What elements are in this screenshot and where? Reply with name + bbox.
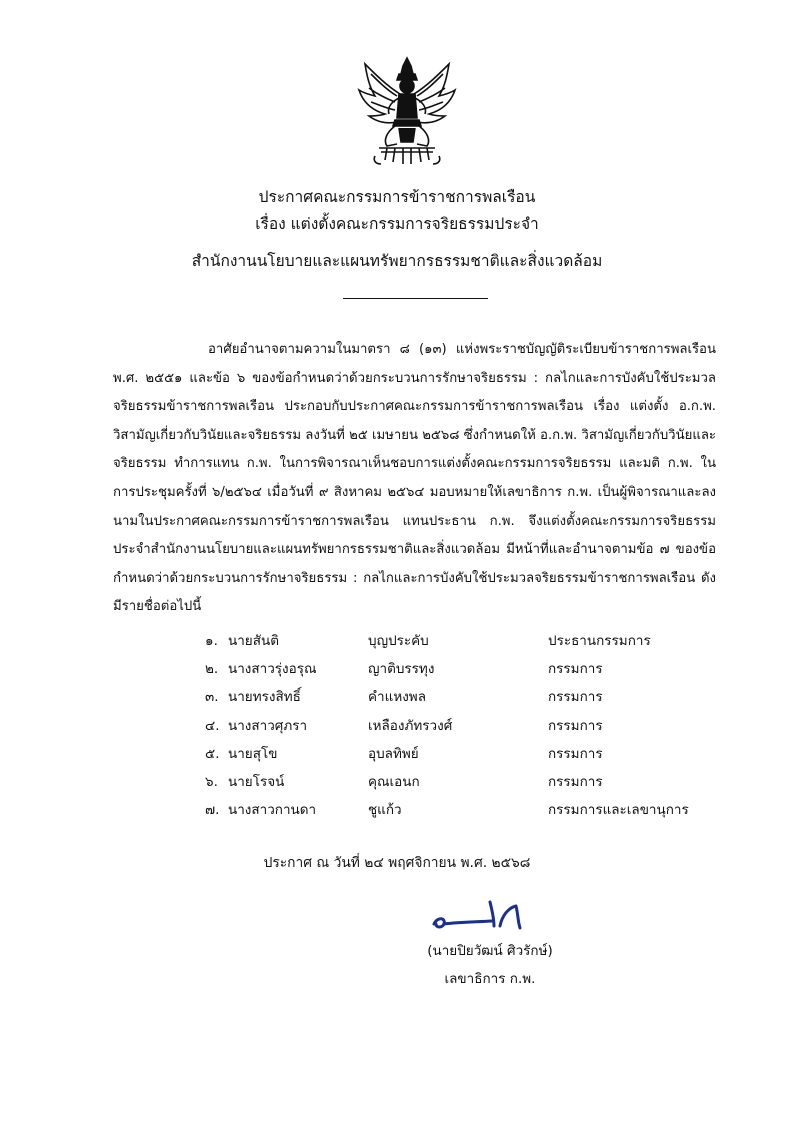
member-first-name: นายสันติ xyxy=(228,633,279,649)
member-list xyxy=(205,630,725,827)
member-number: ๕. xyxy=(205,745,220,762)
list-item xyxy=(205,715,725,743)
member-first-name: นายทรงสิทธิ์ xyxy=(228,689,301,706)
title-divider xyxy=(343,298,488,299)
list-item xyxy=(205,658,725,686)
member-last-name: คำแหงพล xyxy=(368,689,426,706)
member-last-name: อุบลทิพย์ xyxy=(368,745,419,762)
member-role: กรรมการ xyxy=(548,717,603,734)
member-first-name: นางสาวศุภรา xyxy=(228,717,308,734)
member-last-name: ญาติบรรทุง xyxy=(368,661,435,678)
member-last-name: บุญประคับ xyxy=(368,633,429,649)
list-item xyxy=(205,686,725,714)
issued-date: ประกาศ ณ วันที่ ๒๔ พฤศจิกายน พ.ศ. ๒๕๖๘ xyxy=(263,855,531,871)
list-item xyxy=(205,799,725,827)
member-last-name: คุณเอนก xyxy=(368,773,420,790)
member-number: ๔. xyxy=(205,717,220,734)
list-item xyxy=(205,771,725,799)
member-role: ประธานกรรมการ xyxy=(548,633,651,649)
member-first-name: นางสาวรุ่งอรุณ xyxy=(228,661,317,678)
member-first-name: นายสุโข xyxy=(228,745,278,762)
member-role: กรรมการ xyxy=(548,689,603,706)
member-last-name: เหลืองภัทรวงศ์ xyxy=(368,717,453,734)
member-number: ๓. xyxy=(205,689,219,706)
member-number: ๒. xyxy=(205,661,219,678)
member-number: ๗. xyxy=(205,802,220,819)
member-role: กรรมการ xyxy=(548,745,603,762)
body-paragraph: อาศัยอำนาจตามความในมาตรา ๘ (๑๓) แห่งพระราชบัญญัติระเบียบข้าราชการพลเรือน พ.ศ. ๒๕๕๑ และข้อ ๖ ของข้อกำหนดว่าด้วยกระบวนการรักษาจริยธรรม : กลไกและการบังคับใช้ประมวลจริยธรรมข้าราชการพลเรือน ประกอบกับประกาศคณะกรรมการข้าราชการพลเรือน เรื่อง แต่งตั้ง อ.ก.พ. วิสามัญเกี่ยวกับวินัยและจริยธรรม ลงวันที่ ๒๕ เมษายน ๒๕๖๘ ซึ่งกำหนดให้ อ.ก.พ. วิสามัญเกี่ยวกับวินัยและจริยธรรม ทำการแทน ก.พ. ในการพิจารณาเห็นชอบการแต่งตั้งคณะกรรมการจริยธรรม และมติ ก.พ. ในการประชุมครั้งที่ ๖/๒๕๖๔ เมื่อวันที่ ๙ สิงหาคม ๒๕๖๔ มอบหมายให้เลขาธิการ ก.พ. เป็นผู้พิจารณาและลงนามในประกาศคณะกรรมการข้าราชการพลเรือน แทนประธาน ก.พ. จึงแต่งตั้งคณะกรรมการจริยธรรมประจำสำนักงานนโยบายและแผนทรัพยากรธรรมชาติและสิ่งแวดล้อม มีหน้าที่และอำนาจตามข้อ ๗ ของข้อกำหนดว่าด้วยกระบวนการรักษาจริยธรรม : กลไกและการบังคับใช้ประมวลจริยธรรมข้าราชการพลเรือน ดังมีรายชื่อต่อไปนี้ xyxy=(113,342,716,615)
announcement-title: ประกาศคณะกรรมการข้าราชการพลเรือน xyxy=(258,188,536,206)
member-first-name: นายโรจน์ xyxy=(228,773,285,790)
signer-title: เลขาธิการ ก.พ. xyxy=(444,971,536,987)
list-item xyxy=(205,743,725,771)
member-number: ๑. xyxy=(205,633,218,649)
member-role: กรรมการ xyxy=(548,773,603,790)
announcement-agency: สำนักงานนโยบายและแผนทรัพยากรธรรมชาติและสิ่งแวดล้อม xyxy=(191,252,603,270)
garuda-emblem xyxy=(357,56,457,168)
list-item xyxy=(205,630,725,658)
announcement-subject: เรื่อง แต่งตั้งคณะกรรมการจริยธรรมประจำ xyxy=(255,215,539,233)
signer-name: (นายปิยวัฒน์ ศิวรักษ์) xyxy=(427,943,553,959)
member-last-name: ชูแก้ว xyxy=(368,802,402,819)
member-first-name: นางสาวกานดา xyxy=(228,802,317,819)
member-role: กรรมการ xyxy=(548,661,603,678)
member-role: กรรมการและเลขานุการ xyxy=(548,802,689,819)
member-number: ๖. xyxy=(205,773,218,790)
handwritten-signature xyxy=(430,898,530,934)
